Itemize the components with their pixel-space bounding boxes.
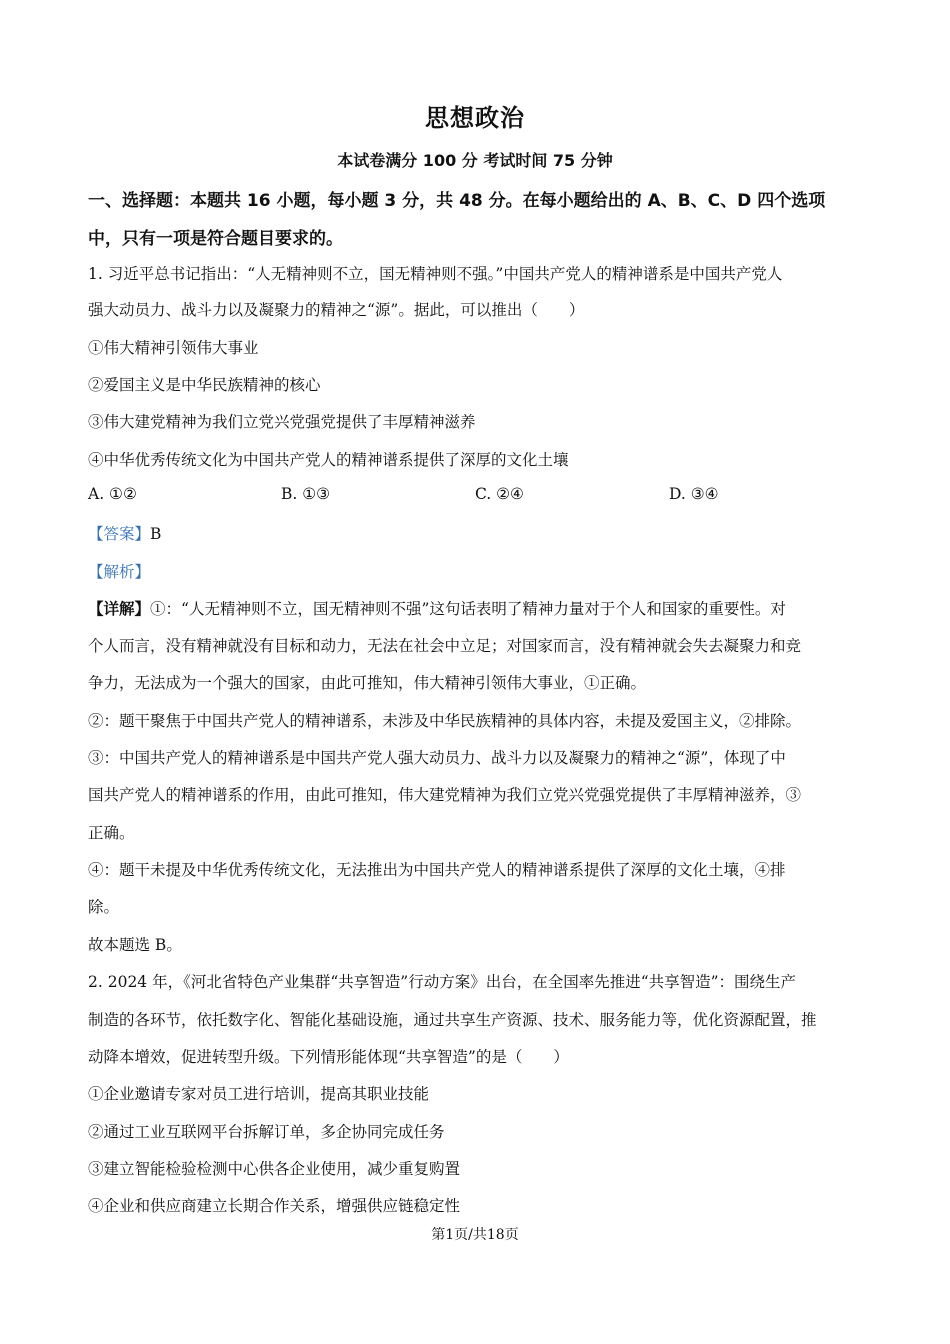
- section-heading-line-2: 中，只有一项是符合题目要求的。: [88, 229, 343, 249]
- q1-option-a: A. ①②: [88, 485, 137, 503]
- q2-stem-line-1: 2. 2024 年，《河北省特色产业集群“共享智造”行动方案》出台，在全国率先推进“共享智造”：围绕生产: [88, 973, 797, 991]
- q1-detail-line-4: ②：题干聚焦于中国共产党人的精神谱系，未涉及中华民族精神的具体内容，未提及爱国主义，②排除。: [88, 712, 802, 730]
- q1-option-c: C. ②④: [475, 485, 524, 503]
- q2-item-1: ①企业邀请专家对员工进行培训，提高其职业技能: [88, 1085, 430, 1103]
- q1-item-1: ①伟大精神引领伟大事业: [88, 339, 259, 357]
- q1-detail-line-7: 正确。: [88, 824, 135, 842]
- answer-label: 【答案】: [88, 525, 151, 543]
- section-heading-line-1: 一、选择题：本题共 16 小题，每小题 3 分，共 48 分。在每小题给出的 A、B、C、D 四个选项: [88, 191, 826, 211]
- q1-item-2: ②爱国主义是中华民族精神的核心: [88, 376, 321, 394]
- q1-detail-line-1: [88, 597, 868, 619]
- q1-option-d: D. ③④: [669, 485, 719, 503]
- q1-detail-line-2: 个人而言，没有精神就没有目标和动力，无法在社会中立足；对国家而言，没有精神就会失去凝聚力和竞: [88, 637, 802, 655]
- q2-stem-line-3: 动降本增效，促进转型升级。下列情形能体现“共享智造”的是（ ）: [88, 1048, 569, 1066]
- answer-value: B: [150, 525, 162, 543]
- q1-detail-line-8: ④：题干未提及中华优秀传统文化，无法推出为中国共产党人的精神谱系提供了深厚的文化土壤，④排: [88, 861, 786, 879]
- q1-conclusion: 故本题选 B。: [88, 936, 182, 954]
- q2-item-2: ②通过工业互联网平台拆解订单，多企协同完成任务: [88, 1123, 445, 1141]
- detail-label: 【详解】: [88, 599, 151, 618]
- q1-analysis-label: 【解析】: [88, 563, 151, 581]
- q1-answer: [88, 522, 868, 544]
- page-number: 第1页/共18页: [431, 1227, 519, 1243]
- q1-stem-line-1: 1. 习近平总书记指出：“人无精神则不立，国无精神则不强。”中国共产党人的精神谱系是中国共产党人: [88, 265, 783, 283]
- q1-option-b: B. ①③: [281, 485, 331, 503]
- detail-text-1: ①：“人无精神则不立，国无精神则不强”这句话表明了精神力量对于个人和国家的重要性。对: [150, 600, 786, 618]
- q1-item-3: ③伟大建党精神为我们立党兴党强党提供了丰厚精神滋养: [88, 413, 476, 431]
- q1-stem-line-2: 强大动员力、战斗力以及凝聚力的精神之“源”。据此，可以推出（ ）: [88, 301, 585, 319]
- exam-info: 本试卷满分 100 分 考试时间 75 分钟: [337, 151, 613, 170]
- q1-detail-line-3: 争力，无法成为一个强大的国家，由此可推知，伟大精神引领伟大事业，①正确。: [88, 674, 647, 692]
- q2-stem-line-2: 制造的各环节，依托数字化、智能化基础设施，通过共享生产资源、技术、服务能力等，优化资源配置，推: [88, 1011, 817, 1029]
- q2-item-3: ③建立智能检验检测中心供各企业使用，减少重复购置: [88, 1160, 461, 1178]
- page-title: 思想政治: [425, 104, 525, 132]
- q1-detail-line-6: 国共产党人的精神谱系的作用，由此可推知，伟大建党精神为我们立党兴党强党提供了丰厚精神滋养，③: [88, 786, 802, 804]
- q1-detail-line-9: 除。: [88, 898, 120, 916]
- q2-item-4: ④企业和供应商建立长期合作关系，增强供应链稳定性: [88, 1197, 461, 1215]
- q1-detail-line-5: ③：中国共产党人的精神谱系是中国共产党人强大动员力、战斗力以及凝聚力的精神之“源”，体现了中: [88, 749, 786, 767]
- q1-item-4: ④中华优秀传统文化为中国共产党人的精神谱系提供了深厚的文化土壤: [88, 451, 569, 469]
